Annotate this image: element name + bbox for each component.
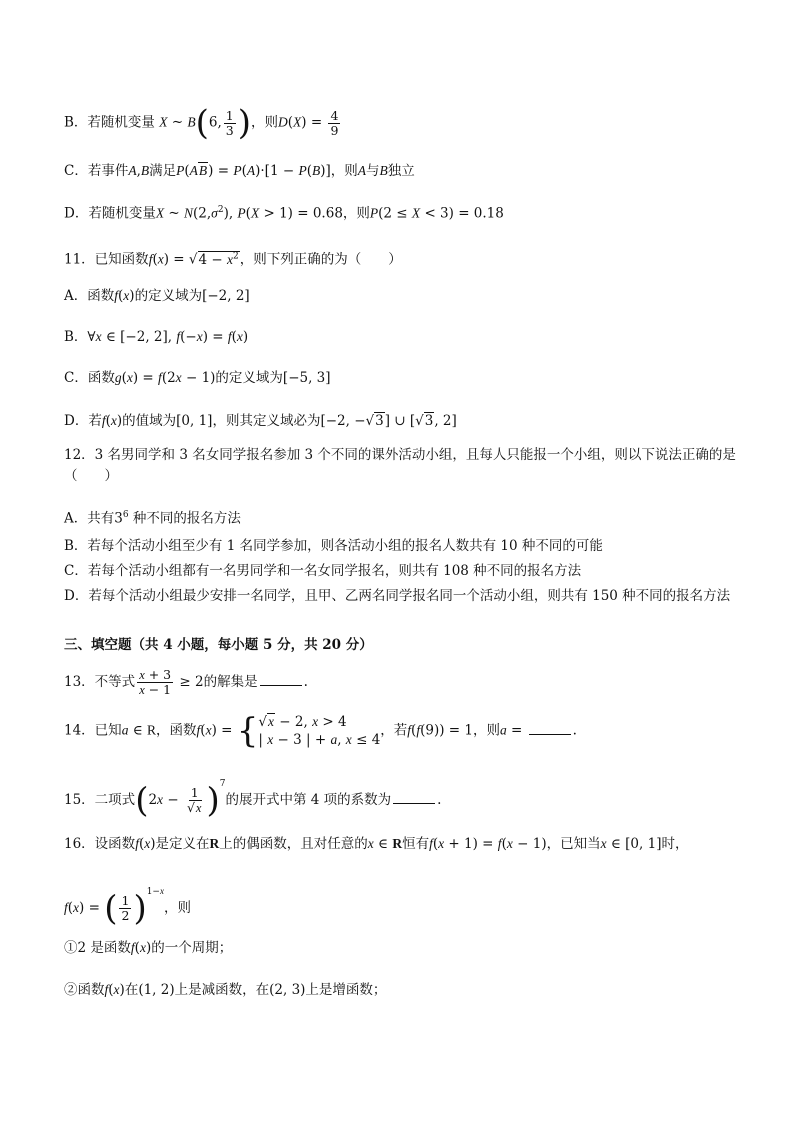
question-16: 16．设函数f(x)是定义在R上的偶函数，且对任意的x ∈ R恒有f(x + 1) = f(x − 1)，已知当x ∈ [0, 1]时，: [64, 836, 689, 852]
option-11b: B．∀x ∈ [−2, 2], f(−x) = f(x): [64, 329, 249, 345]
answer-blank-13[interactable]: [260, 671, 302, 686]
option-10c: C．若事件A,B满足P(AB) = P(A)·[1 − P(B)]，则A与B独立: [64, 163, 415, 179]
option-12b: B．若每个活动小组至少有 1 名同学参加，则各活动小组的报名人数共有 10 种不同的可能: [64, 538, 603, 554]
question-12: 12．3 名男同学和 3 名女同学报名参加 3 个不同的课外活动小组，且每人只能报一个小组，则以下说法正确的是（ ）: [64, 447, 736, 484]
question-14: 14．已知a ∈ R，函数f(x) = { √x − 2, x > 4 | x − 3 | + a, x ≤ 4 ，若f(f(9)) = 1，则a = .: [64, 711, 577, 751]
option-11a: A．函数f(x)的定义域为[−2, 2]: [64, 288, 250, 304]
option-12d: D．若每个活动小组最少安排一名同学，且甲、乙两名同学报名同一个活动小组，则共有 150 种不同的报名方法: [64, 588, 731, 604]
question-11: 11．已知函数$f(x) = √4 - x^2$，则下列正确的为（ ）: [64, 251, 402, 268]
answer-blank-15[interactable]: [393, 789, 435, 804]
option-12c: C．若每个活动小组都有一名男同学和一名女同学报名，则共有 108 种不同的报名方法: [64, 563, 582, 579]
option-12a: A．共有$3^6$ 种不同的报名方法: [64, 510, 241, 527]
question-13: 13．不等式 $\frac{x + 3}{x - 1}$ ≥ 2的解集是 .: [64, 667, 308, 697]
question-16-def: f(x) = ( $\frac{1}{2}$ )$^{1-x}$，则: [64, 886, 191, 929]
option-11c: C．函数g(x) = f(2x − 1)的定义域为[−5, 3]: [64, 370, 331, 386]
option-10d: D．若随机变量X ~ $N(2,\sigma^2)$, P(X > 1) = 0.68，则P(2 ≤ X < 3) = 0.18: [64, 205, 504, 222]
statement-1: ①2 是函数f(x)的一个周期；: [64, 940, 233, 956]
option-10b: B．若随机变量 X ~ B(6, $\frac{1}{3}$ )，则D(X) = $\frac{4}{9}$: [64, 103, 339, 143]
answer-blank-14[interactable]: [529, 720, 571, 735]
option-11d: D．若f(x)的值域为[0, 1]，则其定义域必为[−2, −√3] ∪ [√3, 2]: [64, 413, 457, 429]
statement-2: ②函数f(x)在(1, 2)上是减函数，在(2, 3)上是增函数；: [64, 982, 387, 998]
question-15: 15．二项式(2x − $\frac{1}{√x}$ )$^7$的展开式中第 4 项的系数为 .: [64, 779, 442, 821]
section-heading-fill-in: 三、填空题（共 4 小题，每小题 5 分，共 20 分）: [64, 637, 373, 653]
